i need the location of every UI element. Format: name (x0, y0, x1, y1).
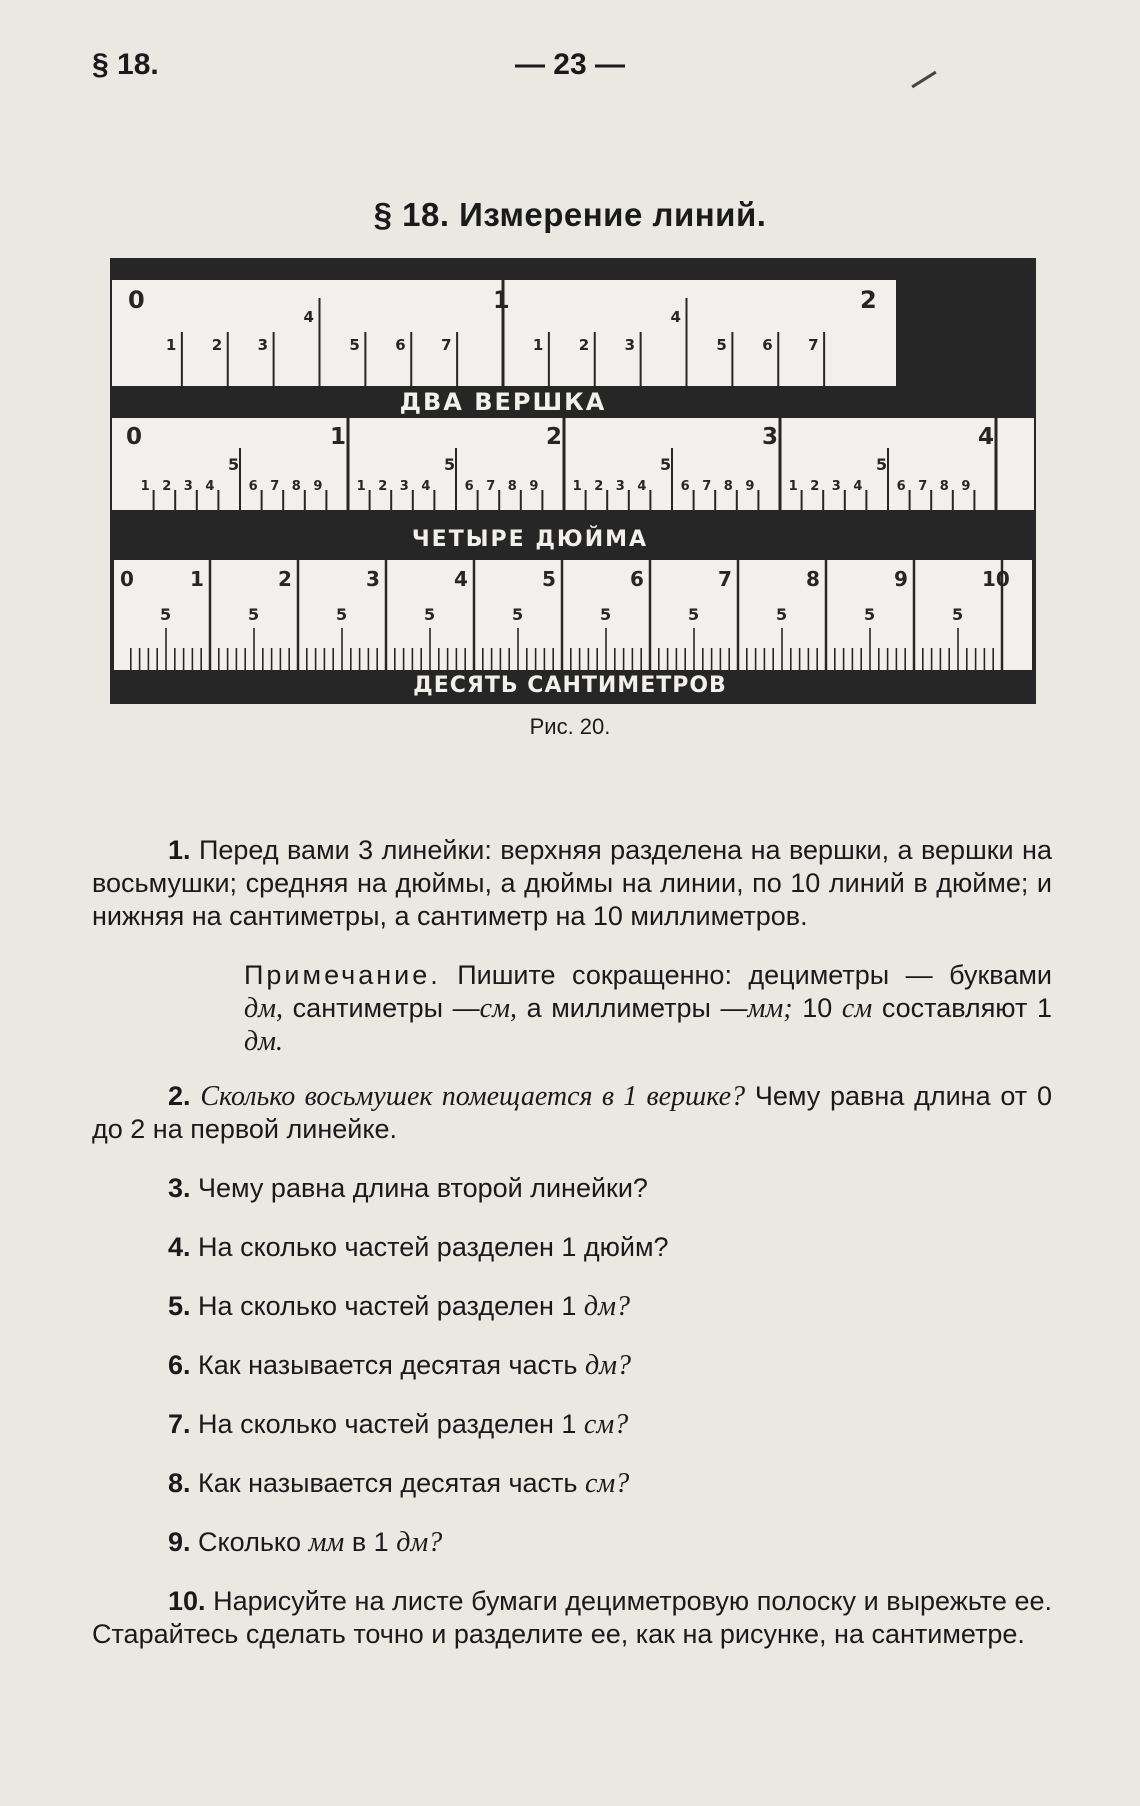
ruler-middle-minor-label: 6 (680, 479, 690, 494)
ruler-top-minor-label: 2 (578, 336, 590, 354)
item-number: 8. (168, 1468, 191, 1498)
question-text: Сколько восьмушек помещается в 1 вершке? (200, 1081, 746, 1112)
paragraph-1-text: Перед вами 3 линейки: верхняя разделена на вершки, а вершки на восьмушки; средняя на дюймы, а дюймы на линии, по 10 линий в дюйме; и нижняя на сантиметры, а сантиметр на 10 миллиметров. (92, 835, 1052, 931)
ruler-middle-minor-label: 7 (918, 479, 928, 494)
ruler-bottom-major-label: 5 (542, 567, 556, 591)
ruler-middle-minor-label: 8 (939, 479, 949, 494)
ruler-middle-minor-label: 3 (183, 479, 193, 494)
ruler-top-minor-label: 1 (165, 336, 177, 354)
item-number: 5. (168, 1291, 191, 1321)
question-text: Сколько (198, 1527, 302, 1557)
item-number: 2. (168, 1081, 191, 1111)
ruler-middle-major-label: 1 (330, 424, 347, 450)
note-text: 10 (802, 993, 833, 1023)
ruler-top-minor-label: 4 (670, 308, 681, 326)
ruler-top-minor-label: 2 (211, 336, 223, 354)
ruler-middle-minor-label: 9 (529, 479, 539, 494)
ruler-top-minor-label: 6 (762, 336, 773, 354)
ruler-bottom-major-label: 1 (190, 567, 204, 591)
ruler-middle-minor-label: 3 (399, 479, 409, 494)
question-2 (92, 1080, 1052, 1146)
page-number: — 23 — (514, 48, 626, 81)
ruler-middle-minor-label: 1 (140, 479, 150, 494)
ruler-middle-minor-label: 3 (615, 479, 625, 494)
ruler-middle-minor-label: 3 (831, 479, 841, 494)
ruler-middle-minor-label: 8 (291, 479, 301, 494)
running-section: § 18. (92, 48, 159, 81)
ruler-middle-minor-label: 2 (594, 479, 604, 494)
ruler-top-minor-label: 3 (257, 336, 269, 354)
figure-caption: Рис. 20. (529, 714, 611, 739)
ruler-bottom-half-label: 5 (952, 605, 964, 624)
ruler-middle-minor-label: 4 (205, 479, 215, 494)
ruler-middle-minor-label: 6 (248, 479, 258, 494)
ruler-top-minor-label: 5 (716, 336, 727, 354)
ruler-middle-minor-label: 5 (444, 455, 456, 474)
ruler-middle-minor-label: 1 (788, 479, 798, 494)
ruler-top-band-label: ДВА ВЕРШКА (399, 388, 607, 416)
ruler-bottom-major-label: 4 (454, 567, 468, 591)
ruler-middle-minor-label: 8 (507, 479, 517, 494)
question-3 (92, 1172, 1052, 1205)
note-unit: дм, (244, 993, 284, 1024)
ruler-top-minor-label: 5 (349, 336, 360, 354)
question-text: Чему равна длина от 0 до 2 на первой линейке. (92, 1081, 1052, 1144)
question-text: Как называется десятая часть (198, 1468, 578, 1498)
item-number: 4. (168, 1232, 191, 1262)
ruler-middle-major-label: 2 (546, 424, 563, 450)
ruler-middle-minor-label: 7 (486, 479, 496, 494)
ruler-middle-minor-label: 9 (745, 479, 755, 494)
question-4 (92, 1231, 1052, 1264)
ruler-middle-minor-label: 4 (421, 479, 431, 494)
ruler-middle-major-label: 4 (978, 424, 995, 450)
ruler-top-major-label: 0 (128, 286, 145, 314)
ruler-bottom-major-label: 3 (366, 567, 380, 591)
ruler-bottom-major-label: 10 (982, 567, 1010, 591)
question-unit: дм? (585, 1350, 632, 1381)
item-number: 3. (168, 1173, 191, 1203)
ruler-top-minor-label: 4 (303, 308, 314, 326)
ruler-bottom-half-label: 5 (424, 605, 436, 624)
note (244, 959, 1052, 1058)
ruler-top-major-label: 2 (860, 286, 877, 314)
question-text: Как называется десятая часть (198, 1350, 578, 1380)
ruler-bottom-major-label: 7 (718, 567, 732, 591)
ruler-bottom-half-label: 5 (688, 605, 700, 624)
rulers-figure (110, 258, 1036, 704)
note-text: а миллиметры — (526, 993, 748, 1023)
ruler-middle-minor-label: 8 (723, 479, 733, 494)
ruler-middle-minor-label: 9 (313, 479, 323, 494)
page-header (92, 48, 1048, 88)
paragraph-1 (92, 834, 1052, 933)
note-label: Примечание. (244, 960, 441, 990)
question-text: На сколько частей разделен 1 дюйм? (198, 1232, 669, 1262)
ruler-middle-minor-label: 4 (637, 479, 647, 494)
note-unit: мм; (747, 993, 793, 1024)
ruler-bottom-half-label: 5 (336, 605, 348, 624)
ruler-bottom-half-label: 5 (864, 605, 876, 624)
ruler-bottom-major-label: 9 (894, 567, 908, 591)
question-text: На сколько частей разделен 1 (198, 1409, 577, 1439)
ruler-middle-minor-label: 1 (356, 479, 366, 494)
ruler-middle-minor-label: 2 (162, 479, 172, 494)
note-unit: см, (479, 993, 517, 1024)
ruler-middle-major-label: 0 (126, 424, 143, 450)
ruler-middle-minor-label: 5 (228, 455, 240, 474)
item-number: 1. (168, 835, 191, 865)
ruler-middle-minor-label: 1 (572, 479, 582, 494)
item-number: 7. (168, 1409, 191, 1439)
note-text: сантиметры — (292, 993, 480, 1023)
question-unit: дм? (583, 1291, 630, 1322)
note-unit: дм. (244, 1026, 284, 1057)
note-unit: см (841, 993, 873, 1024)
ruler-top-minor-label: 3 (624, 336, 636, 354)
question-unit: мм (308, 1527, 345, 1558)
ruler-top-minor-label: 7 (441, 336, 452, 354)
ruler-middle-strip (112, 418, 1034, 510)
question-unit: см? (583, 1409, 629, 1440)
note-text: составляют 1 (881, 993, 1052, 1023)
item-number: 9. (168, 1527, 191, 1557)
ruler-bottom-half-label: 5 (160, 605, 172, 624)
question-text: Чему равна длина второй линейки? (198, 1173, 648, 1203)
ruler-bottom-major-label: 6 (630, 567, 644, 591)
ruler-middle-minor-label: 7 (702, 479, 712, 494)
ruler-middle-minor-label: 4 (853, 479, 863, 494)
ruler-middle-minor-label: 6 (896, 479, 906, 494)
ruler-bottom-major-label: 8 (806, 567, 820, 591)
ruler-bottom-half-label: 5 (776, 605, 788, 624)
question-5 (92, 1290, 1052, 1323)
section-title: § 18. Измерение линий. (373, 196, 767, 233)
question-text: в 1 (351, 1527, 389, 1557)
ruler-top-major-label: 1 (493, 286, 510, 314)
item-number: 6. (168, 1350, 191, 1380)
ruler-middle-minor-label: 6 (464, 479, 474, 494)
ruler-middle-minor-label: 9 (961, 479, 971, 494)
body-text (92, 834, 1052, 1651)
ruler-middle-minor-label: 2 (810, 479, 820, 494)
ruler-top-minor-label: 7 (808, 336, 819, 354)
question-10 (92, 1585, 1052, 1651)
question-9 (92, 1526, 1052, 1559)
question-text: На сколько частей разделен 1 (198, 1291, 577, 1321)
ruler-middle-band-label: ЧЕТЫРЕ ДЮЙМА (411, 527, 649, 552)
ruler-middle-minor-label: 7 (270, 479, 280, 494)
ruler-top-minor-label: 1 (532, 336, 544, 354)
ruler-middle-minor-label: 5 (876, 455, 888, 474)
question-text: Нарисуйте на листе бумаги дециметровую полоску и вырежьте ее. Старайтесь сделать точно и разделите ее, как на рисунке, на сантиметре. (92, 1586, 1052, 1649)
question-6 (92, 1349, 1052, 1382)
ruler-bottom-half-label: 5 (600, 605, 612, 624)
question-unit: см? (585, 1468, 630, 1499)
ruler-bottom-band-label: ДЕСЯТЬ САНТИМЕТРОВ (413, 673, 727, 698)
note-text: Пишите сокращенно: дециметры — буквами (457, 960, 1052, 990)
item-number: 10. (168, 1586, 206, 1616)
question-unit: дм? (396, 1527, 443, 1558)
ruler-bottom-half-label: 5 (512, 605, 524, 624)
question-7 (92, 1408, 1052, 1441)
ruler-middle-minor-label: 2 (378, 479, 388, 494)
ruler-middle-minor-label: 5 (660, 455, 672, 474)
ruler-bottom-major-label: 0 (120, 567, 134, 591)
ruler-bottom-half-label: 5 (248, 605, 260, 624)
ruler-top-minor-label: 6 (395, 336, 406, 354)
ruler-middle-major-label: 3 (762, 424, 779, 450)
ruler-bottom-major-label: 2 (278, 567, 292, 591)
question-8 (92, 1467, 1052, 1500)
